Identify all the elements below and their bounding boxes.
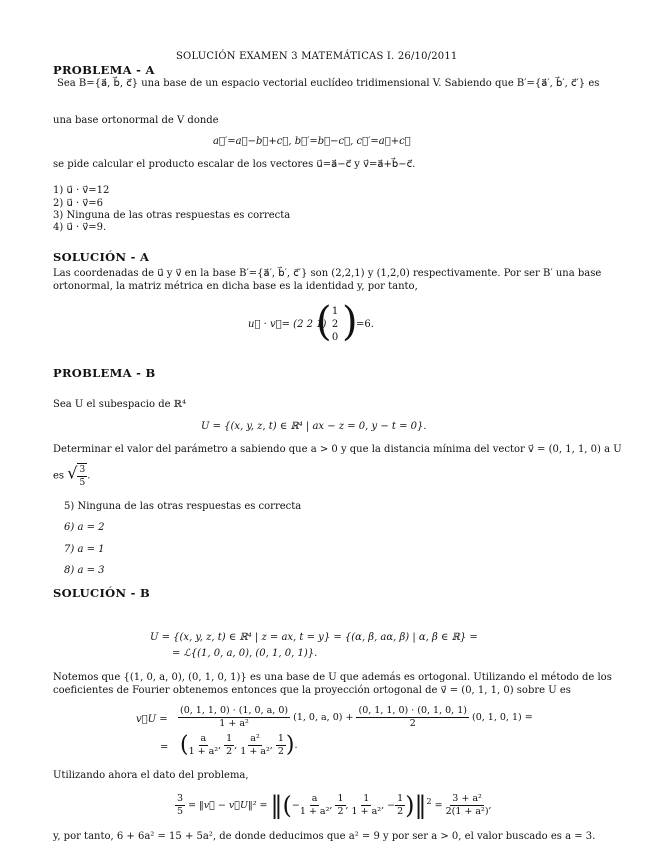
r-frac-2 [224,733,234,758]
problem-a-heading: PROBLEMA - A [53,63,155,77]
sqrt-icon: √ [67,463,78,483]
matrix-entry-2: 2 [331,319,339,330]
solution-b-heading: SOLUCIÓN - B [53,586,150,600]
projection-row-2: ( $\frac{a}{\text{1 + a²}}$ , $\frac{1}{2}$ , $\frac{\text{a²}}{\text{1 + a²}}$ , $\frac{1}{2}$ ). [180,732,298,758]
problem-a-option-1: 1) u⃗ · v⃗=12 [53,185,110,196]
e-frac-6 [446,793,489,818]
e-frac-1 [175,793,185,818]
page-title: SOLUCIÓN EXAMEN 3 MATEMÁTICAS I. 26/10/2011 [176,51,458,62]
r-frac-4-num: 1 [277,733,284,744]
term-2: (0, 1, 0, 1) = [472,712,533,723]
matrix-column [328,305,342,344]
problem-b-option-7: 7) a = 1 [64,544,105,555]
e-frac-5-num: 1 [397,793,404,804]
sqrt-den: 5 [79,478,86,488]
projection-label: v⃗U = [136,714,168,725]
e-frac-3 [335,793,345,818]
r-frac-4-den: 2 [277,746,284,757]
matrix-left-paren: ( [316,299,332,345]
fraction-2-num: (0, 1, 1, 0) · (0, 1, 0, 1) [358,705,467,716]
e-frac-1-num: 3 [177,793,184,804]
problem-b-option-5: 5) Ninguna de las otras respuestas es correcta [64,501,302,512]
problem-b-option-6: 6) a = 2 [64,522,105,533]
problem-b-option-8: 8) a = 3 [64,565,105,576]
problem-a-option-2: 2) u⃗ · v⃗=6 [53,198,103,209]
r-frac-1-num: a [200,733,207,744]
fraction-2 [356,705,468,730]
problem-a-line-3: se pide calcular el producto escalar de los vectores u⃗=a⃗−c⃗ y v⃗=a⃗+b⃗−c⃗. [53,159,416,170]
r-frac-3 [240,733,270,758]
problem-a-line-1: Sea B={a⃗, b⃗, c⃗} una base de un espacio vectorial euclídeo tridimensional V. Sabiendo que B′={a⃗′, b⃗′, c⃗′} es [57,78,600,89]
projection-row-1 [178,705,533,730]
sqrt-num: 3 [79,465,86,475]
e-frac-2-num: a [311,793,318,804]
term-1: (1, 0, a, 0) + [293,712,354,723]
e-frac-4-num: 1 [363,793,370,804]
problem-a-equations: a⃗′=a⃗−b⃗+c⃗, b⃗′=b⃗−c⃗, c⃗′=a⃗+c⃗ [213,136,411,147]
solution-b-u-line-1: U = {(x, y, z, t) ∈ ℝ⁴ | z = ax, t = y} = {(α, β, aα, β) | α, β ∈ ℝ} = [150,632,478,643]
matrix-entry-3: 0 [331,332,339,343]
e-frac-4-den: 1 + a² [351,806,382,817]
fraction-1-den: 1 + a² [219,718,249,729]
e-frac-5-den: 2 [397,806,404,817]
solution-b-para-1: Notemos que {(1, 0, a, 0), (0, 1, 0, 1)} es una base de U que además es ortogonal. Utilizando el método de los [53,672,612,683]
r-frac-2-den: 2 [226,746,233,757]
e-frac-2 [300,793,330,818]
r-frac-3-num: a² [250,733,260,744]
solution-a-line-1: Las coordenadas de u⃗ y v⃗ en la base B′={a⃗′, b⃗′, c⃗′} son (2,2,1) y (1,2,0) respectivamente. Por ser B′ una base [53,268,602,279]
e-frac-6-num: 3 + a² [452,793,482,804]
r-frac-4 [276,733,286,758]
problem-a-option-3: 3) Ninguna de las otras respuestas es correcta [53,210,291,221]
e-frac-3-den: 2 [337,806,344,817]
r-frac-1 [189,733,219,758]
solution-b-para-2: coeficientes de Fourier obtenemos entonces que la proyección ortogonal de v⃗ = (0, 1, 1, 0) sobre U es [53,685,571,696]
e-frac-5 [395,793,405,818]
solution-a-result: =6. [356,319,374,330]
problem-b-heading: PROBLEMA - B [53,366,156,380]
norm-equation: $\frac{3}{5}$ = ‖v⃗ − v⃗U‖² = ‖(− $\frac{a}{\text{1 + a²}}$ , $\frac{1}{2}$ , $\frac{1}{\text{1 + a²}}$ , − $\frac{1}{2}$ )‖$^2$ = $\frac{\text{3 + a²}}{\text{2(1 + a²)}}$ , [177,791,492,820]
problem-a-option-4: 4) u⃗ · v⃗=9. [53,222,107,233]
e-frac-1-den: 5 [177,806,184,817]
solution-a-heading: SOLUCIÓN - A [53,250,150,264]
solution-b-para-3: Utilizando ahora el dato del problema, [53,770,249,781]
e-frac-3-num: 1 [337,793,344,804]
problem-b-subspace: U = {(x, y, z, t) ∈ ℝ⁴ | ax − z = 0, y − t = 0}. [201,421,427,432]
e-frac-4 [352,793,382,818]
solution-a-lhs: u⃗ · v⃗= (2 2 1) [248,319,327,330]
minus-sign: − [291,800,300,811]
solution-a-line-2: ortonormal, la matriz métrica en dicha base es la identidad y, por tanto, [53,281,418,292]
problem-a-line-2: una base ortonormal de V donde [53,115,219,126]
matrix-right-paren: ) [342,299,358,345]
norm-middle: = ‖v⃗ − v⃗U‖² = [188,800,268,811]
problem-b-es: es [53,470,65,482]
problem-b-line-2: Determinar el valor del parámetro a sabiendo que a > 0 y que la distancia mínima del vector v⃗ = (0, 1, 1, 0) a U [53,444,622,455]
sqrt-fraction [77,463,87,489]
projection-row-2-eq: = [160,742,169,753]
problem-b-line-1: Sea U el subespacio de ℝ⁴ [53,399,187,410]
problem-b-line-3: es √ $\frac{3}{5}$ . [53,463,91,488]
r-frac-1-den: 1 + a² [188,746,219,757]
e-frac-6-den: 2(1 + a²) [445,806,489,817]
equals-sign: = [434,800,443,811]
matrix-entry-1: 1 [331,306,339,317]
solution-b-u-line-2: = ℒ{(1, 0, a, 0), (0, 1, 0, 1)}. [172,648,318,659]
fraction-1-num: (0, 1, 1, 0) · (1, 0, a, 0) [180,705,289,716]
r-frac-3-den: 1 + a² [240,746,270,757]
r-frac-2-num: 1 [226,733,233,744]
fraction-1 [178,705,290,730]
fraction-2-den: 2 [409,718,416,729]
solution-b-conclusion: y, por tanto, 6 + 6a² = 15 + 5a², de donde deducimos que a² = 9 y por ser a > 0, el valor buscado es a = 3. [53,831,596,842]
e-frac-2-den: 1 + a² [299,806,330,817]
